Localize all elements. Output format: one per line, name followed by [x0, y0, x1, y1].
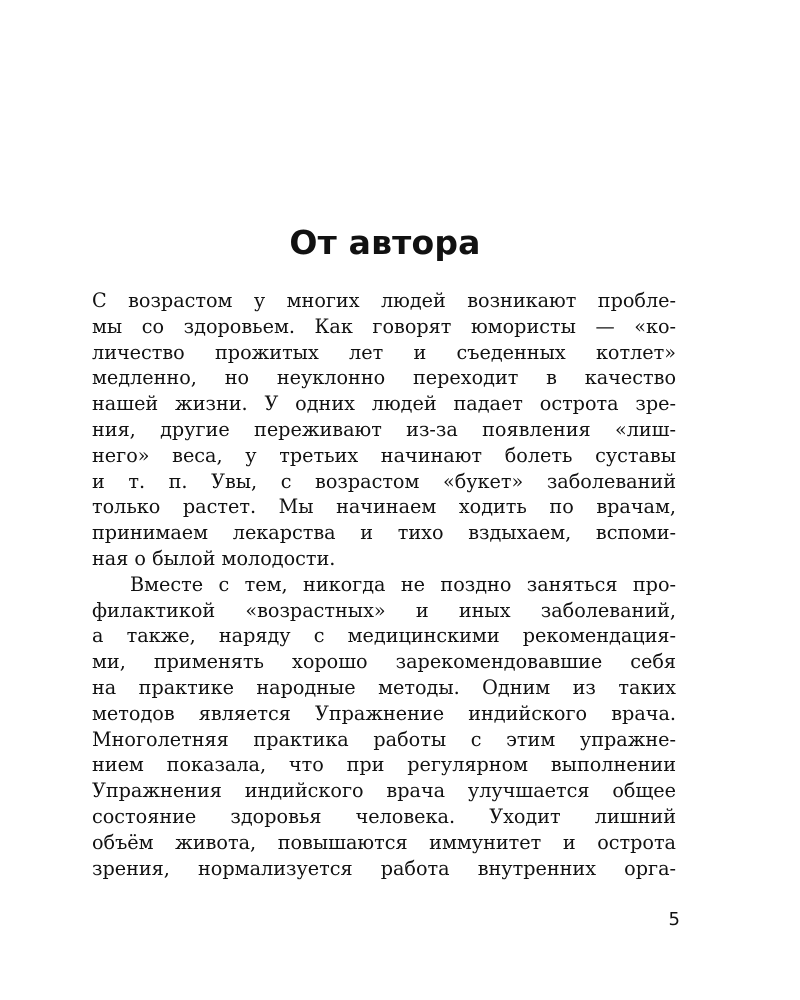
paragraph-2 [92, 572, 676, 882]
paragraph-1 [92, 288, 676, 572]
text-line: ная о былой молодости. [92, 546, 336, 570]
text-line: Многолетняя практика работы с этим упражне- [92, 727, 676, 751]
text-line: филактикой «возрастных» и иных заболеваний, [92, 598, 676, 622]
chapter-title: От автора [289, 223, 481, 262]
text-line: С возрастом у многих людей возникают пробле- [92, 289, 676, 312]
text-line: нашей жизни. У одних людей падает острота зре- [92, 392, 676, 416]
text-line: зрения, нормализуется работа внутренних орга- [92, 856, 676, 880]
text-line: личество прожитых лет и съеденных котлет» [92, 340, 676, 364]
text-line: на практике народные методы. Одним из таких [92, 675, 676, 699]
text-line: медленно, но неуклонно переходит в качество [92, 366, 676, 390]
text-line: состояние здоровья человека. Уходит лишний [92, 804, 676, 828]
page-number: 5 [668, 909, 680, 930]
text-line: объём живота, повышаются иммунитет и острота [92, 830, 676, 854]
text-line: и т. п. Увы, с возрастом «букет» заболеваний [92, 469, 676, 493]
text-line: Упражнения индийского врача улучшается общее [92, 779, 676, 803]
text-line: нием показала, что при регулярном выполнении [92, 753, 676, 777]
text-line: него» веса, у третьих начинают болеть суставы [92, 443, 676, 467]
text-line: а также, наряду с медицинскими рекомендация- [92, 624, 676, 648]
text-line: ми, применять хорошо зарекомендовавшие себя [92, 650, 676, 674]
text-line: принимаем лекарства и тихо вздыхаем, вспоми- [92, 521, 676, 545]
body-text [92, 288, 676, 881]
text-line: только растет. Мы начинаем ходить по врачам, [92, 495, 676, 519]
text-line: методов является Упражнение индийского врача. [92, 701, 676, 725]
text-line: мы со здоровьем. Как говорят юмористы — «ко- [92, 314, 676, 338]
text-line: ния, другие переживают из-за появления «лиш- [92, 417, 676, 441]
text-line: Вместе с тем, никогда не поздно заняться про- [130, 572, 676, 596]
